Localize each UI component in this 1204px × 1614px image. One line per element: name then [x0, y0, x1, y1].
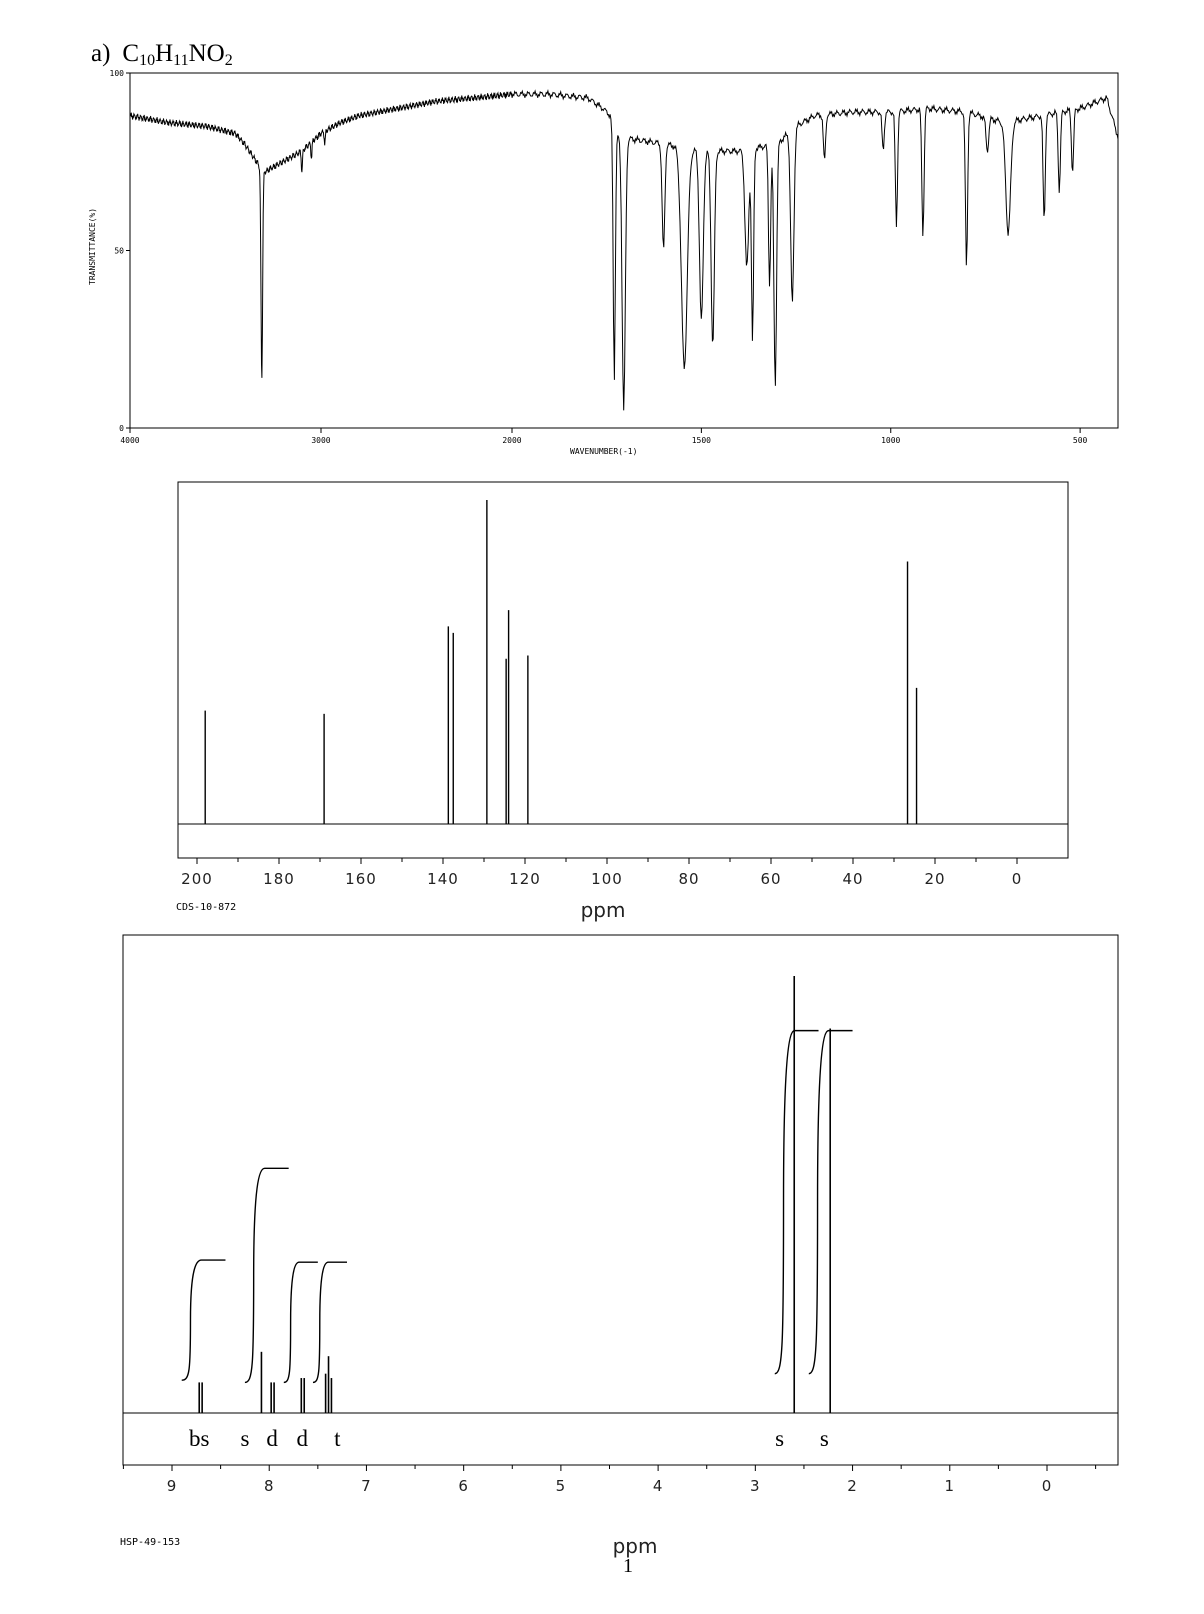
c13-x-tick-label: 80 [678, 870, 700, 888]
c13-x-tick-label: 200 [181, 870, 213, 888]
h1-x-ticks [123, 1465, 1095, 1495]
h1-multiplicity-label: s [775, 1426, 785, 1451]
h1-peaks [199, 976, 830, 1413]
ir-x-tick-label: 500 [1072, 436, 1088, 445]
ir-x-tick-label: 3000 [311, 436, 331, 445]
ir-x-tick-label: 1000 [881, 436, 901, 445]
formula-subscript: 11 [173, 52, 189, 69]
h1-integral-curve [809, 1031, 853, 1374]
c13-x-tick-label: 0 [1011, 870, 1023, 888]
page-number: 1 [623, 1555, 633, 1577]
ir-y-tick-label: 0 [119, 424, 124, 433]
h1-x-tick-label: 9 [166, 1477, 178, 1495]
c13-x-tick-label: 160 [345, 870, 377, 888]
c13-x-tick-label: 140 [427, 870, 459, 888]
ir-y-tick-label: 100 [109, 69, 124, 78]
c13-x-tick-label: 40 [842, 870, 864, 888]
c13-xlabel: ppm [580, 898, 626, 922]
h1-multiplicity-label: bs [188, 1426, 210, 1451]
h1-integral-curve [775, 1031, 819, 1374]
h1-x-tick-label: 5 [555, 1477, 567, 1495]
h1-integral-curve [245, 1168, 289, 1382]
ir-y-ticks [110, 69, 130, 433]
c13-x-tick-label: 20 [924, 870, 946, 888]
h1-x-tick-label: 3 [750, 1477, 761, 1495]
h1-multiplicity-label: d [296, 1426, 309, 1451]
h1-integrals [182, 1031, 853, 1383]
c13-spectrum-code: CDS-10-872 [176, 902, 237, 913]
h1-multiplicity-label: s [819, 1426, 829, 1451]
c13-x-tick-label: 100 [591, 870, 623, 888]
c13-x-tick-label: 120 [509, 870, 541, 888]
formula-element: C [122, 40, 140, 67]
formula-element: H [155, 40, 174, 67]
h1-plot-frame [123, 935, 1118, 1465]
c13-plot-frame [178, 482, 1068, 858]
h1-integral-curve [182, 1260, 226, 1380]
ir-x-tick-label: 1500 [691, 436, 712, 445]
problem-label: a) [91, 40, 111, 67]
ir-xlabel: WAVENUMBER(-1) [570, 447, 638, 456]
ir-trace [130, 91, 1118, 411]
h1-multiplicity-label: d [266, 1426, 278, 1451]
h1-x-tick-label: 7 [361, 1477, 372, 1495]
h1-integral-curve [313, 1262, 347, 1382]
ir-y-tick-label: 50 [114, 246, 124, 256]
ir-ylabel: TRANSMITTANCE(%) [88, 207, 97, 285]
ir-plot-frame [130, 73, 1118, 428]
c13-x-tick-label: 180 [263, 870, 295, 888]
c13-x-tick-label: 60 [760, 870, 782, 888]
h1-x-tick-label: 6 [458, 1477, 469, 1495]
h1-x-tick-label: 8 [263, 1477, 275, 1495]
h1-x-tick-label: 2 [847, 1477, 858, 1495]
ir-x-tick-label: 4000 [120, 436, 140, 445]
h1-x-tick-label: 4 [652, 1477, 664, 1495]
h1-spectrum-code: HSP-49-153 [120, 1537, 181, 1548]
ir-spectrum [0, 0, 1204, 470]
formula-element: NO [188, 40, 225, 67]
c13-peaks [205, 500, 916, 824]
ir-x-ticks [120, 428, 1087, 445]
h1-xlabel: ppm [612, 1534, 658, 1558]
h1-multiplicity-label: s [240, 1426, 250, 1451]
h1-x-tick-label: 1 [944, 1477, 956, 1495]
h1-integral-curve [284, 1262, 318, 1382]
formula-subscript: 2 [224, 52, 233, 69]
ir-x-tick-label: 2000 [502, 436, 522, 445]
h1-x-tick-label: 0 [1041, 1477, 1053, 1495]
h1-multiplicity-label: t [334, 1426, 341, 1451]
c13-x-ticks [181, 858, 1022, 888]
formula-subscript: 10 [139, 52, 156, 69]
h1-multiplicity-labels [189, 1426, 829, 1451]
